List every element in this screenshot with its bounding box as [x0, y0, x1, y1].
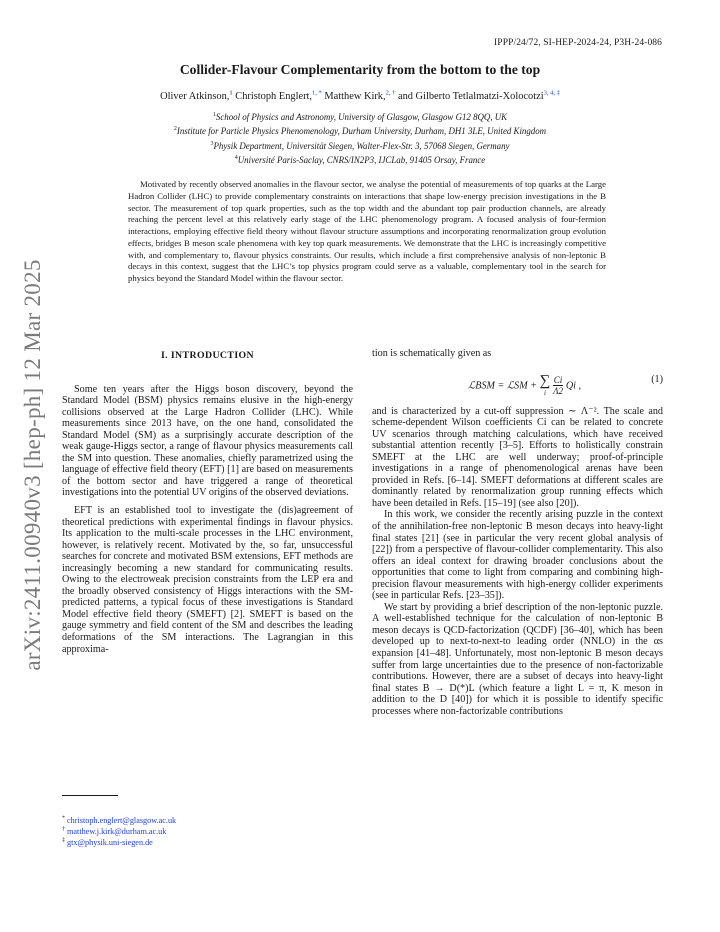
footnote: * christoph.englert@glasgow.ac.uk [62, 815, 177, 825]
author-name: Christoph Englert, [235, 91, 313, 102]
equation-body: ℒBSM = ℒSM + ∑ i $\frac{Ci}{\Lambda 2}$ Qi , [468, 372, 582, 397]
affiliation: $^4$Université Paris-Saclay, CNRS/IN2P3, IJCLab, 91405 Orsay, France [234, 154, 486, 165]
body-paragraph: In this work, we consider the recently arising puzzle in the context of the annihilation-free non-leptonic B meson decays into heavy-light final states [21] (see in particular the very recent global analysis of [22]) from a perspective of flavour-collider complementarity. This also offers an ideal context for drawing broader conclusions about the opportunities that come to light from comparing and combining high-precision flavour measurements with high-energy collider experiments (see in particular Refs. [23–35]). [372, 509, 663, 602]
author-name: Matthew Kirk, [324, 91, 386, 102]
author-name: and Gilberto Tetlalmatzi-Xolocotzi [397, 91, 544, 102]
right-column [372, 348, 663, 717]
body-paragraph: Some ten years after the Higgs boson discovery, beyond the Standard Model (BSM) physics remains elusive in the high-energy collisions observed at the Large Hadron Collider (LHC). While measurements since 2013 have, on the one hand, consolidated the Standard Model (SM) as a surprisingly accurate description of the weak gauge-Higgs sector, a range of flavour physics measurements call the SM into question. These anomalies, chiefly parametrized using the language of effective field theory (EFT) [1] are based on measurements of the bottom sector and have triggered a range of theoretical investigations into the potential UV origins of the observed deviations. [62, 383, 353, 499]
footnote-rule [62, 795, 118, 796]
affiliation: $^1$School of Physics and Astronomy, University of Glasgow, Glasgow G12 8QQ, UK [212, 112, 508, 122]
equation [372, 368, 663, 400]
footnote: ‡ gtx@physik.uni-siegen.de [62, 836, 153, 847]
affiliation: $^3$Physik Department, Universität Siegen, Walter-Flex-Str. 3, 57068 Siegen, Germany [210, 140, 510, 151]
left-column [62, 350, 353, 655]
body-paragraph: and is characterized by a cut-off suppression ∼ Λ⁻². The scale and scheme-dependent Wilson coefficients Ci can be related to concrete UV scenarios through matching calculations, which have received substantial attention recently [3–5]. Efforts to holistically constrain SMEFT at the LHC are well underway; proof-of-principle investigations in a range of phenomenological arenas have been provided in Refs. [6–14]. SMEFT deformations at different scales are dominantly related by renormalization group running effects which have been detailed in Refs. [15–19] (see also [20]). [372, 405, 663, 509]
arxiv-stamp [20, 240, 46, 690]
email-link[interactable]: christoph.englert@glasgow.ac.uk [67, 816, 177, 825]
author-list [0, 91, 720, 102]
affiliations [0, 110, 720, 167]
author-marks[interactable]: 1, * [312, 89, 322, 97]
body-paragraph: tion is schematically given as [372, 348, 492, 359]
author-name: Oliver Atkinson, [160, 91, 230, 102]
body-paragraph: EFT is an established tool to investigate the (dis)agreement of theoretical predictions with experimental findings in flavour physics. Its application to the multi-scale processes in the LHC environment, however, is relatively recent. Motivated by the, so far, unsuccessful searches for concrete and motivated BSM extensions, EFT methods are increasingly becoming a new standard for communicating results. Owing to the electroweak precision constraints from the LEP era and the broadly observed consistency of Higgs interactions with the SM-predicted patterns, a typical focus of these investigations is Standard Model effective field theory (SMEFT) [2]. SMEFT is based on the gauge symmetry and field content of the SM and describes the leading deformations of the SM interactions. The Lagrangian in this approxima- [62, 505, 353, 655]
email-link[interactable]: gtx@physik.uni-siegen.de [67, 837, 153, 847]
equation-number: (1) [651, 373, 663, 385]
section-heading: I. INTRODUCTION [160, 350, 255, 361]
abstract: Motivated by recently observed anomalies in the flavour sector, we analyse the potential of measurements of top quarks at the Large Hadron Collider (LHC) to provide complementary constraints on interactions that shape low-energy precision investigations in the B sector. The measurement of top quark properties, such as the top width and the abundant top pair production channels, are already reaching the percent level at this relatively early stage of the LHC phenomenology program. A focused analysis of four-fermion interactions, employing effective field theory without flavour structure assumptions and incorporating renormalization group evolution effects, bridges B meson scale phenomena with key top quark measurements. We demonstrate that the LHC is increasingly competitive with, and complementary to, flavour physics constraints. Our results, which include a first comprehensive analysis of non-leptonic B decays in this context, suggest that the LHC’s top physics program could serve as a valuable, complementary tool in the search for physics beyond the Standard Model within the flavour sector. [128, 179, 606, 283]
author-marks: 1 [229, 89, 233, 97]
report-number: IPPP/24/72, SI-HEP-2024-24, P3H-24-086 [494, 38, 662, 48]
footnote: † matthew.j.kirk@durham.ac.uk [62, 826, 167, 836]
author-marks[interactable]: 2, † [385, 89, 396, 97]
paper-title: Collider-Flavour Complementarity from the bottom to the top [179, 62, 541, 77]
sum-symbol: ∑ i [539, 372, 551, 397]
author-marks[interactable]: 3, 4, ‡ [543, 89, 560, 97]
body-paragraph: We start by providing a brief description of the non-leptonic puzzle. A well-established technique for the calculation of non-leptonic B meson decays is QCD-factorization (QCDF) [36–40], which has been developed up to next-to-next-to leading order (NNLO) in the αs expansion [41–48]. Unfortunately, most non-leptonic B meson decays suffer from large uncertainties due to the presence of non-factorizable contributions. However, there are a subset of decays into heavy-light final states B → D(*)L (which feature a light L = π, K meson in addition to the D [40]) for which it is possible to identify specific processes where non-factorizable contributions [372, 601, 663, 717]
footnotes [62, 816, 353, 848]
affiliation: $^2$Institute for Particle Physics Phenomenology, Durham University, Durham, DH1 3LE, United Kingdom [173, 126, 547, 137]
email-link[interactable]: matthew.j.kirk@durham.ac.uk [67, 826, 167, 836]
equation-fraction: $\frac{Ci}{\Lambda 2}$ [553, 375, 564, 397]
arxiv-stamp-text: arXiv:2411.00940v3 [hep-ph] 12 Mar 2025 [20, 259, 45, 671]
